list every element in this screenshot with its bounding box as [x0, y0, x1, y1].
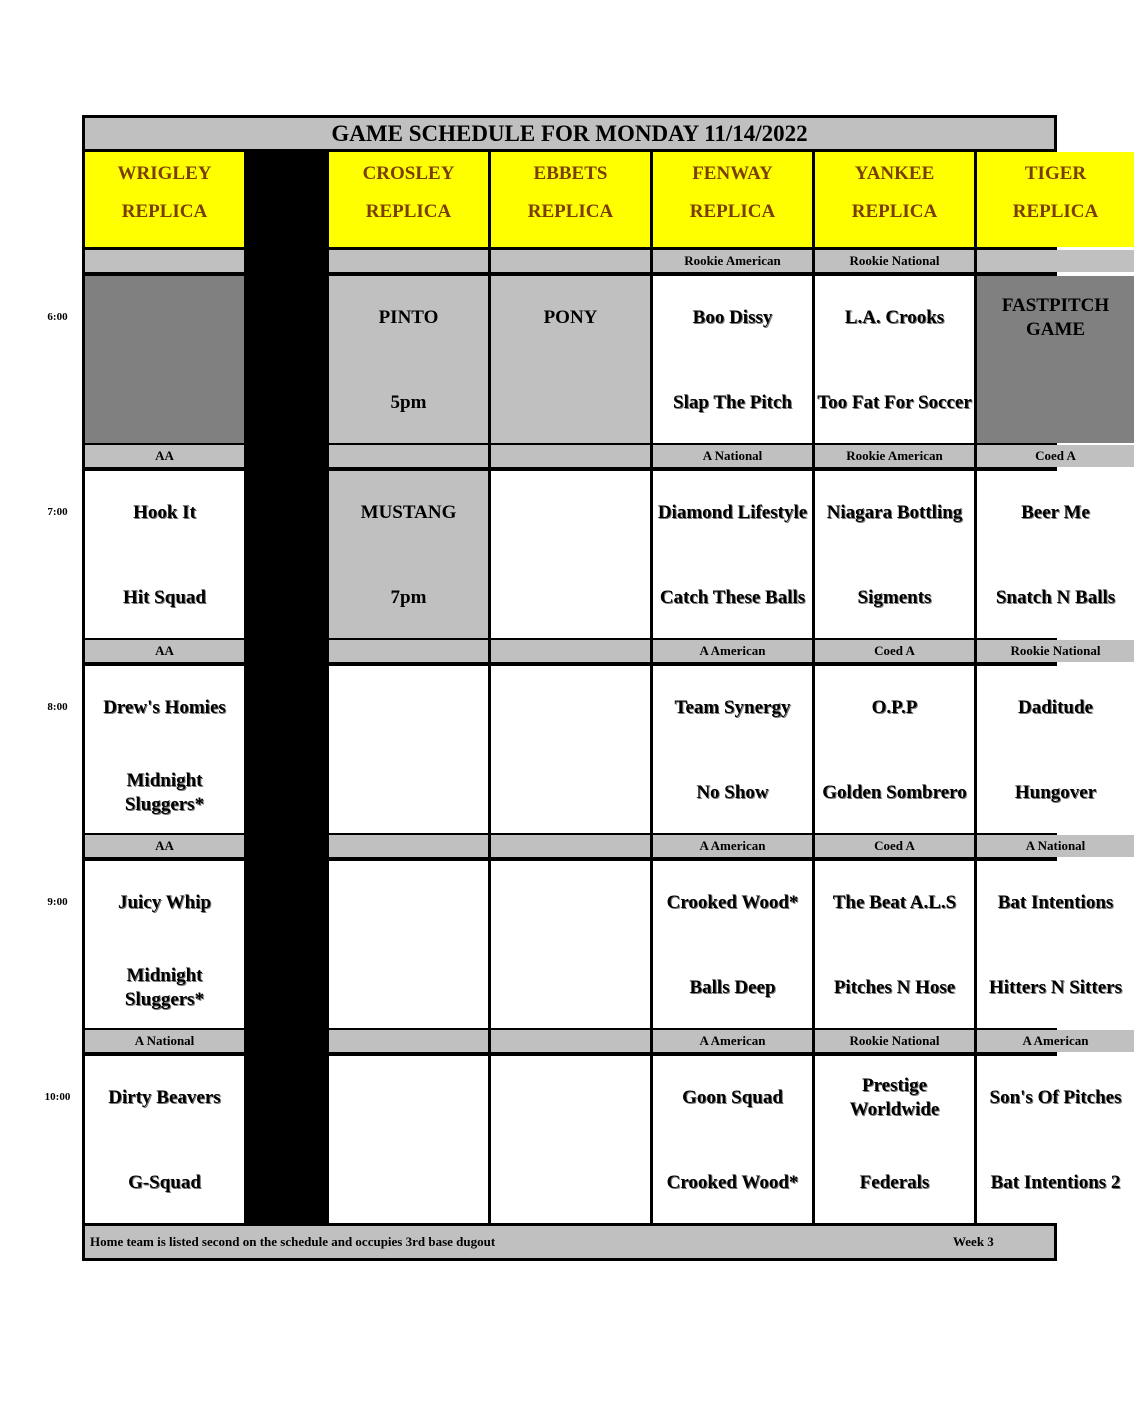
away-team: Juicy Whip [117, 892, 212, 913]
division-label: A American [653, 835, 812, 857]
game-cell [653, 861, 812, 1028]
home-team: Sigments [857, 587, 932, 608]
field-header-crosley [329, 152, 488, 247]
home-team: No Show [696, 782, 769, 803]
away-team: Daditude [1018, 697, 1093, 718]
game-cell [815, 666, 974, 833]
game-cell [815, 471, 974, 638]
game-cell [85, 1056, 244, 1223]
division-label: Coed A [815, 640, 974, 662]
away-team: O.P.P [871, 697, 918, 718]
home-team: Balls Deep [689, 977, 776, 998]
game-cell [977, 1056, 1134, 1223]
field-subtitle: REPLICA [527, 201, 614, 222]
field-header-fenway [653, 152, 812, 247]
home-team: 5pm [390, 392, 427, 413]
home-team: Too Fat For Soccer [817, 392, 972, 413]
field-header-tiger [977, 152, 1134, 247]
division-label [329, 640, 488, 662]
game-cell [329, 861, 488, 1028]
division-label: Coed A [815, 835, 974, 857]
away-team: Prestige Worldwide [849, 1075, 940, 1120]
time-label: 10:00 [44, 1091, 71, 1103]
game-cell [653, 1056, 812, 1223]
division-label: A National [653, 445, 812, 467]
away-team: Goon Squad [682, 1087, 783, 1108]
division-label: Rookie National [815, 250, 974, 272]
away-team: Drew's Homies [103, 697, 226, 718]
game-cell [977, 276, 1134, 443]
away-team: MUSTANG [360, 502, 457, 523]
away-team: Team Synergy [674, 697, 791, 718]
division-label [85, 250, 244, 272]
division-label: A National [977, 835, 1134, 857]
division-label: Rookie National [815, 1030, 974, 1052]
schedule-footer [85, 1226, 1054, 1258]
time-label: 6:00 [47, 311, 68, 323]
home-team: Hit Squad [123, 587, 206, 608]
field-subtitle: REPLICA [1012, 201, 1099, 222]
field-subtitle: REPLICA [851, 201, 938, 222]
game-cell [491, 471, 650, 638]
division-label [491, 1030, 650, 1052]
away-team: Boo Dissy [692, 307, 773, 328]
game-cell [85, 471, 244, 638]
home-team: Hungover [1014, 782, 1097, 803]
division-label [329, 1030, 488, 1052]
field-name: YANKEE [854, 163, 935, 184]
game-cell [491, 276, 650, 443]
away-team: Son's Of Pitches [989, 1087, 1122, 1108]
game-cell [977, 471, 1134, 638]
home-team: G-Squad [128, 1172, 201, 1193]
game-cell [85, 666, 244, 833]
game-cell [977, 861, 1134, 1028]
away-team: Dirty Beavers [108, 1087, 221, 1108]
away-team: PINTO [378, 307, 439, 328]
game-cell [977, 666, 1134, 833]
game-cell [491, 1056, 650, 1223]
field-header-ebbets [491, 152, 650, 247]
away-team: FASTPITCH GAME [1001, 295, 1110, 340]
field-name: TIGER [1024, 163, 1087, 184]
game-cell [329, 471, 488, 638]
game-cell [815, 861, 974, 1028]
footer-note: Home team is listed second on the schedule and occupies 3rd base dugout [90, 1234, 496, 1249]
field-name: WRIGLEY [117, 163, 212, 184]
game-cell [329, 276, 488, 443]
division-label [491, 445, 650, 467]
division-label: Coed A [977, 445, 1134, 467]
schedule-table [82, 115, 1122, 1261]
division-label [329, 835, 488, 857]
time-label: 8:00 [47, 701, 68, 713]
week-label: Week 3 [953, 1234, 994, 1249]
home-team: Slap The Pitch [673, 392, 792, 413]
field-name: CROSLEY [362, 163, 455, 184]
division-label [977, 250, 1134, 272]
division-label: Rookie American [653, 250, 812, 272]
away-team: Hook It [133, 502, 196, 523]
field-subtitle: REPLICA [365, 201, 452, 222]
home-team: Snatch N Balls [995, 587, 1116, 608]
field-subtitle: REPLICA [121, 201, 208, 222]
home-team: Midnight Sluggers* [124, 770, 205, 815]
game-cell [653, 471, 812, 638]
division-label: A National [85, 1030, 244, 1052]
away-team: PONY [543, 307, 598, 328]
division-label [491, 640, 650, 662]
field-header-yankee [815, 152, 974, 247]
home-team: Midnight Sluggers* [124, 965, 205, 1010]
division-label: AA [85, 835, 244, 857]
game-cell [329, 1056, 488, 1223]
home-team: Bat Intentions 2 [990, 1172, 1121, 1193]
home-team: Federals [859, 1172, 930, 1193]
away-team: Bat Intentions [997, 892, 1114, 913]
division-label: A American [653, 640, 812, 662]
division-label [329, 445, 488, 467]
away-team: The Beat A.L.S [832, 892, 957, 913]
away-team: L.A. Crooks [844, 307, 945, 328]
schedule-title: GAME SCHEDULE FOR MONDAY 11/14/2022 [85, 118, 1054, 149]
field-name: FENWAY [692, 163, 773, 184]
home-team: Hitters N Sitters [989, 977, 1122, 998]
game-cell [815, 276, 974, 443]
field-header-wrigley [85, 152, 244, 247]
game-cell [85, 861, 244, 1028]
game-cell [491, 666, 650, 833]
away-team: Niagara Bottling [826, 502, 963, 523]
game-cell [653, 276, 812, 443]
home-team: Pitches N Hose [833, 977, 956, 998]
time-label: 9:00 [47, 896, 68, 908]
field-name: EBBETS [533, 163, 608, 184]
game-cell [815, 1056, 974, 1223]
division-label: A American [977, 1030, 1134, 1052]
division-label: Rookie American [815, 445, 974, 467]
field-subtitle: REPLICA [689, 201, 776, 222]
division-label [329, 250, 488, 272]
division-label [491, 250, 650, 272]
division-label: Rookie National [977, 640, 1134, 662]
home-team: 7pm [390, 587, 427, 608]
division-label: AA [85, 640, 244, 662]
away-team: Crooked Wood* [666, 892, 799, 913]
division-label [491, 835, 650, 857]
time-label: 7:00 [47, 506, 68, 518]
game-cell [85, 276, 244, 443]
game-cell [329, 666, 488, 833]
game-cell [491, 861, 650, 1028]
home-team: Catch These Balls [659, 587, 806, 608]
home-team: Golden Sombrero [822, 782, 967, 803]
home-team: Crooked Wood* [666, 1172, 799, 1193]
division-label: A American [653, 1030, 812, 1052]
division-label: AA [85, 445, 244, 467]
game-cell [653, 666, 812, 833]
away-team: Beer Me [1021, 502, 1090, 523]
away-team: Diamond Lifestyle [657, 502, 808, 523]
